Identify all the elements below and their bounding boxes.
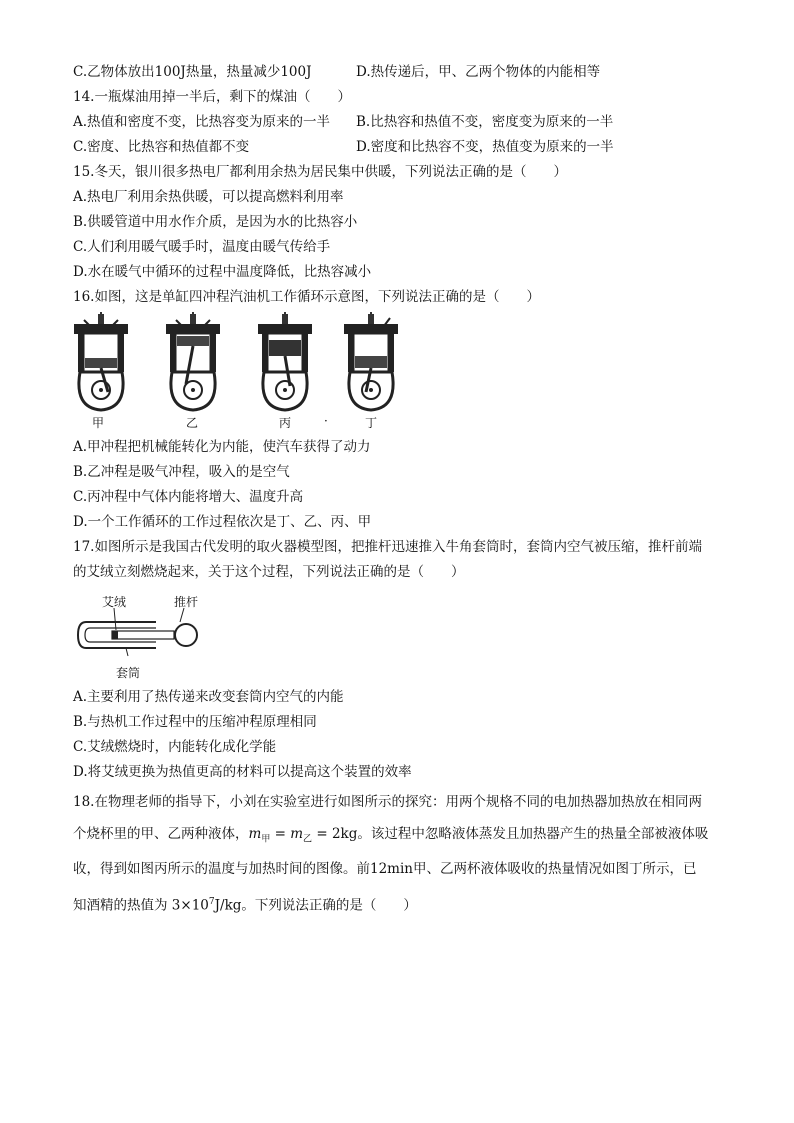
q18-line1: 18.在物理老师的指导下，小刘在实验室进行如图所示的探究：用两个规格不同的电加热器加热放在相同两	[73, 794, 702, 810]
q18-line4-pre: 知酒精的热值为 3×10	[73, 897, 209, 914]
q18-line4-post: 。下列说法正确的是（ ）	[241, 897, 417, 914]
caption-jia: 甲	[92, 416, 105, 430]
q15-option-c: C.人们利用暖气暖手时，温度由暖气传给手	[73, 239, 331, 255]
q17-option-c: C.艾绒燃烧时，内能转化成化学能	[73, 739, 277, 755]
q18-line4	[73, 890, 417, 918]
heat-value-unit: J/kg	[214, 897, 242, 914]
q17-option-d: D.将艾绒更换为热值更高的材料可以提高这个装置的效率	[73, 764, 412, 780]
mass-symbol-jia: m	[248, 826, 262, 842]
q16-option-b: B.乙冲程是吸气冲程，吸入的是空气	[73, 464, 290, 480]
mass-value: = 2kg	[312, 826, 358, 842]
sub-yi: 乙	[303, 834, 313, 845]
caption-bing: 丙	[279, 416, 292, 430]
q13-option-d: D.热传递后，甲、乙两个物体的内能相等	[356, 64, 601, 80]
q13-option-c: C.乙物体放出100J热量，热量减少100J	[73, 64, 312, 80]
engine-ding-icon	[344, 312, 398, 410]
caption-yi: 乙	[186, 416, 199, 430]
q15-stem: 15.冬天，银川很多热电厂都利用余热为居民集中供暖，下列说法正确的是（ ）	[73, 164, 567, 180]
q14-option-b: B.比热容和热值不变，密度变为原来的一半	[356, 114, 614, 130]
fire-piston-figure	[76, 606, 206, 658]
q16-option-d: D.一个工作循环的工作过程依次是丁、乙、丙、甲	[73, 514, 372, 530]
q18-line2-post: 。该过程中忽略液体蒸发且加热器产生的热量全部被液体吸	[357, 826, 709, 842]
q18-line2-pre: 个烧杯里的甲、乙两种液体，	[73, 826, 249, 842]
q15-option-a: A.热电厂利用余热供暖，可以提高燃料利用率	[73, 189, 344, 205]
q18-line2	[73, 822, 708, 852]
q16-option-a: A.甲冲程把机械能转化为内能，使汽车获得了动力	[73, 439, 371, 455]
engine-strokes-figure	[70, 312, 410, 412]
caption-ding: 丁	[365, 416, 378, 430]
q15-option-d: D.水在暖气中循环的过程中温度降低，比热容减小	[73, 264, 372, 280]
q16-stem: 16.如图，这是单缸四冲程汽油机工作循环示意图，下列说法正确的是（ ）	[73, 289, 540, 305]
q14-option-c: C.密度、比热容和热值都不变	[73, 139, 250, 155]
q17-stem-line1: 17.如图所示是我国古代发明的取火器模型图，把推杆迅速推入牛角套筒时，套筒内空气被压缩，推杆前端	[73, 539, 702, 555]
eq-sign: =	[270, 826, 291, 842]
engine-jia-icon	[74, 312, 128, 410]
q16-option-c: C.丙冲程中气体内能将增大、温度升高	[73, 489, 304, 505]
label-airong: 艾绒	[102, 595, 127, 609]
label-taotong: 套筒	[116, 666, 141, 680]
q14-option-a: A.热值和密度不变，比热容变为原来的一半	[73, 114, 331, 130]
sub-jia: 甲	[261, 834, 271, 845]
label-tuigan: 推杆	[174, 595, 199, 609]
q14-stem: 14.一瓶煤油用掉一半后，剩下的煤油（ ）	[73, 89, 351, 105]
engine-yi-icon	[166, 312, 220, 410]
q15-option-b: B.供暖管道中用水作介质，是因为水的比热容小	[73, 214, 358, 230]
q14-option-d: D.密度和比热容不变，热值变为原来的一半	[356, 139, 614, 155]
q17-option-b: B.与热机工作过程中的压缩冲程原理相同	[73, 714, 317, 730]
q17-stem-line2: 的艾绒立刻燃烧起来，关于这个过程，下列说法正确的是（ ）	[73, 564, 465, 580]
exponent: 7	[208, 897, 215, 907]
q18-line3: 收，得到如图丙所示的温度与加热时间的图像。前12min甲、乙两杯液体吸收的热量情况如图丁所示，已	[73, 861, 697, 877]
mass-symbol-yi: m	[290, 826, 304, 842]
engine-bing-icon	[258, 312, 312, 410]
caption-dot: ·	[324, 414, 328, 428]
q17-option-a: A.主要利用了热传递来改变套筒内空气的内能	[73, 689, 344, 705]
